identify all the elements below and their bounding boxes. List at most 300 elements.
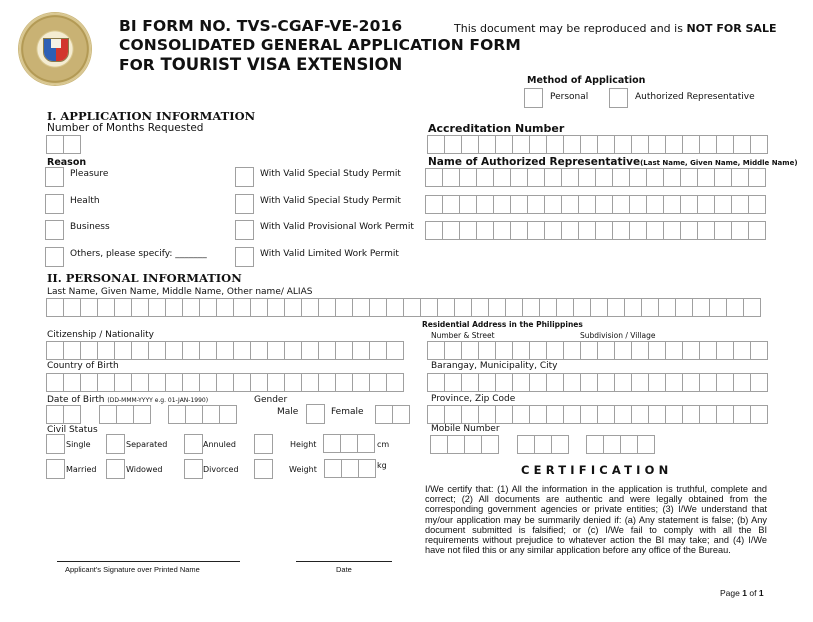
char-box[interactable]	[495, 135, 513, 154]
char-box[interactable]	[699, 373, 717, 392]
street-subdivision-input[interactable]	[427, 341, 767, 360]
date-signature-line[interactable]	[296, 561, 392, 562]
char-box[interactable]	[216, 341, 234, 360]
char-box[interactable]	[165, 373, 183, 392]
char-box[interactable]	[335, 341, 353, 360]
char-box[interactable]	[358, 459, 376, 478]
page-total: 1	[758, 588, 764, 598]
char-box[interactable]	[116, 405, 134, 424]
barangay-input[interactable]	[427, 373, 767, 392]
char-box[interactable]	[459, 195, 477, 214]
char-box[interactable]	[478, 135, 496, 154]
char-box[interactable]	[165, 341, 183, 360]
char-box[interactable]	[544, 168, 562, 187]
reason-business-checkbox[interactable]	[45, 220, 64, 240]
char-box[interactable]	[726, 298, 744, 317]
char-box[interactable]	[461, 135, 479, 154]
reason-limited-work-permit-checkbox[interactable]	[235, 247, 254, 267]
char-box[interactable]	[663, 221, 681, 240]
char-box[interactable]	[340, 434, 358, 453]
dob-year-input[interactable]	[168, 405, 236, 424]
char-box[interactable]	[335, 298, 353, 317]
char-box[interactable]	[478, 405, 496, 424]
months-requested-input[interactable]	[46, 135, 80, 154]
char-box[interactable]	[444, 373, 462, 392]
char-box[interactable]	[578, 221, 596, 240]
char-box[interactable]	[748, 168, 766, 187]
char-box[interactable]	[131, 341, 149, 360]
char-box[interactable]	[529, 405, 547, 424]
char-box[interactable]	[697, 221, 715, 240]
char-box[interactable]	[148, 373, 166, 392]
char-box[interactable]	[546, 405, 564, 424]
char-box[interactable]	[595, 221, 613, 240]
char-box[interactable]	[427, 341, 445, 360]
char-box[interactable]	[216, 298, 234, 317]
char-box[interactable]	[182, 341, 200, 360]
char-box[interactable]	[527, 195, 545, 214]
char-box[interactable]	[99, 405, 117, 424]
char-box[interactable]	[444, 341, 462, 360]
char-box[interactable]	[682, 135, 700, 154]
civil-annuled-checkbox[interactable]	[184, 434, 203, 454]
reason-provisional-work-permit-checkbox[interactable]	[235, 220, 254, 240]
method-personal-checkbox[interactable]	[524, 88, 543, 108]
char-box[interactable]	[716, 405, 734, 424]
char-box[interactable]	[461, 405, 479, 424]
char-box[interactable]	[546, 135, 564, 154]
char-box[interactable]	[461, 373, 479, 392]
char-box[interactable]	[578, 195, 596, 214]
authorized-rep-name-row-3[interactable]	[425, 221, 765, 240]
char-box[interactable]	[733, 405, 751, 424]
char-box[interactable]	[199, 373, 217, 392]
civil-divorced-checkbox[interactable]	[184, 459, 203, 479]
char-box[interactable]	[631, 373, 649, 392]
char-box[interactable]	[493, 221, 511, 240]
char-box[interactable]	[714, 168, 732, 187]
char-box[interactable]	[580, 135, 598, 154]
char-box[interactable]	[716, 341, 734, 360]
char-box[interactable]	[750, 373, 768, 392]
full-name-input[interactable]	[46, 298, 760, 317]
char-box[interactable]	[510, 195, 528, 214]
char-box[interactable]	[510, 168, 528, 187]
char-box[interactable]	[168, 405, 186, 424]
char-box[interactable]	[510, 221, 528, 240]
char-box[interactable]	[375, 405, 393, 424]
accreditation-number-input[interactable]	[427, 135, 767, 154]
char-box[interactable]	[352, 298, 370, 317]
char-box[interactable]	[595, 168, 613, 187]
authorized-rep-name-row-1[interactable]	[425, 168, 765, 187]
char-box[interactable]	[546, 373, 564, 392]
char-box[interactable]	[682, 341, 700, 360]
char-box[interactable]	[63, 298, 81, 317]
gender-female-checkbox[interactable]	[375, 405, 409, 424]
char-box[interactable]	[284, 298, 302, 317]
certification-text: I/We certify that: (1) All the information in the application is truthful, complete and correct; (2) All documents are authentic and were legally obtained from the corresponding government agencies or private entities; (3) I/We understand that my/our application may be summarily denied if: (a) Any statement is false; (b) Any document submitted is falsified; or (c) I/We fail to comply with all the BI requirements without prejudice to whatever action the BI may take; and (4) I/We have not filed this or any similar application before any office of the Bureau.	[425, 484, 767, 556]
mobile-end-input[interactable]	[586, 435, 654, 454]
char-box[interactable]	[648, 341, 666, 360]
char-box[interactable]	[202, 405, 220, 424]
char-box[interactable]	[324, 459, 342, 478]
country-of-birth-input[interactable]	[46, 373, 403, 392]
char-box[interactable]	[527, 168, 545, 187]
char-box[interactable]	[425, 195, 443, 214]
char-box[interactable]	[318, 373, 336, 392]
char-box[interactable]	[199, 341, 217, 360]
civil-single-checkbox[interactable]	[46, 434, 65, 454]
char-box[interactable]	[629, 195, 647, 214]
char-box[interactable]	[680, 168, 698, 187]
char-box[interactable]	[233, 298, 251, 317]
char-box[interactable]	[697, 168, 715, 187]
civil-married-checkbox[interactable]	[46, 459, 65, 479]
char-box[interactable]	[46, 298, 64, 317]
char-box[interactable]	[527, 221, 545, 240]
char-box[interactable]	[250, 341, 268, 360]
char-box[interactable]	[80, 341, 98, 360]
authorized-rep-name-row-2[interactable]	[425, 195, 765, 214]
char-box[interactable]	[682, 405, 700, 424]
char-box[interactable]	[743, 298, 761, 317]
civil-widowed-checkbox[interactable]	[106, 459, 125, 479]
char-box[interactable]	[430, 435, 448, 454]
reason-special-study-permit-checkbox[interactable]	[235, 167, 254, 187]
char-box[interactable]	[586, 435, 604, 454]
char-box[interactable]	[357, 434, 375, 453]
char-box[interactable]	[454, 298, 472, 317]
char-box[interactable]	[97, 341, 115, 360]
char-box[interactable]	[512, 135, 530, 154]
char-box[interactable]	[369, 341, 387, 360]
char-box[interactable]	[709, 298, 727, 317]
char-box[interactable]	[563, 373, 581, 392]
char-box[interactable]	[335, 373, 353, 392]
char-box[interactable]	[731, 195, 749, 214]
char-box[interactable]	[612, 195, 630, 214]
char-box[interactable]	[614, 373, 632, 392]
weight-input[interactable]	[324, 459, 375, 478]
char-box[interactable]	[637, 435, 655, 454]
char-box[interactable]	[597, 405, 615, 424]
dob-month-input[interactable]	[99, 405, 150, 424]
civil-other-2-checkbox[interactable]	[254, 459, 273, 479]
char-box[interactable]	[597, 135, 615, 154]
char-box[interactable]	[250, 298, 268, 317]
char-box[interactable]	[495, 405, 513, 424]
char-box[interactable]	[97, 373, 115, 392]
char-box[interactable]	[665, 135, 683, 154]
char-box[interactable]	[392, 405, 410, 424]
char-box[interactable]	[534, 435, 552, 454]
mobile-prefix-input[interactable]	[430, 435, 498, 454]
char-box[interactable]	[301, 298, 319, 317]
notice-text: This document may be reproduced and is	[454, 22, 683, 35]
char-box[interactable]	[529, 373, 547, 392]
char-box[interactable]	[495, 373, 513, 392]
char-box[interactable]	[733, 341, 751, 360]
char-box[interactable]	[590, 298, 608, 317]
char-box[interactable]	[352, 373, 370, 392]
char-box[interactable]	[199, 298, 217, 317]
char-box[interactable]	[442, 221, 460, 240]
char-box[interactable]	[318, 298, 336, 317]
char-box[interactable]	[648, 373, 666, 392]
char-box[interactable]	[597, 341, 615, 360]
char-box[interactable]	[471, 298, 489, 317]
char-box[interactable]	[578, 168, 596, 187]
char-box[interactable]	[442, 168, 460, 187]
char-box[interactable]	[80, 373, 98, 392]
char-box[interactable]	[522, 298, 540, 317]
char-box[interactable]	[629, 168, 647, 187]
char-box[interactable]	[505, 298, 523, 317]
char-box[interactable]	[663, 195, 681, 214]
char-box[interactable]	[478, 341, 496, 360]
char-box[interactable]	[682, 373, 700, 392]
char-box[interactable]	[556, 298, 574, 317]
char-box[interactable]	[714, 195, 732, 214]
char-box[interactable]	[692, 298, 710, 317]
char-box[interactable]	[459, 221, 477, 240]
accreditation-number-label: Accreditation Number	[428, 122, 565, 135]
char-box[interactable]	[544, 221, 562, 240]
char-box[interactable]	[631, 341, 649, 360]
gender-male-checkbox[interactable]	[306, 404, 325, 424]
char-box[interactable]	[63, 341, 81, 360]
char-box[interactable]	[386, 341, 404, 360]
char-box[interactable]	[580, 341, 598, 360]
char-box[interactable]	[447, 435, 465, 454]
char-box[interactable]	[665, 405, 683, 424]
char-box[interactable]	[476, 221, 494, 240]
char-box[interactable]	[488, 298, 506, 317]
char-box[interactable]	[595, 195, 613, 214]
char-box[interactable]	[544, 195, 562, 214]
char-box[interactable]	[561, 195, 579, 214]
char-box[interactable]	[318, 341, 336, 360]
char-box[interactable]	[233, 373, 251, 392]
char-box[interactable]	[748, 195, 766, 214]
char-box[interactable]	[648, 405, 666, 424]
dob-day-input[interactable]	[46, 405, 80, 424]
char-box[interactable]	[580, 405, 598, 424]
char-box[interactable]	[631, 135, 649, 154]
char-box[interactable]	[216, 373, 234, 392]
char-box[interactable]	[267, 341, 285, 360]
char-box[interactable]	[750, 405, 768, 424]
char-box[interactable]	[369, 373, 387, 392]
char-box[interactable]	[750, 135, 768, 154]
char-box[interactable]	[733, 373, 751, 392]
reason-health-checkbox[interactable]	[45, 194, 64, 214]
char-box[interactable]	[612, 221, 630, 240]
char-box[interactable]	[481, 435, 499, 454]
char-box[interactable]	[716, 135, 734, 154]
char-box[interactable]	[114, 298, 132, 317]
char-box[interactable]	[731, 221, 749, 240]
char-box[interactable]	[386, 298, 404, 317]
char-box[interactable]	[284, 341, 302, 360]
char-box[interactable]	[461, 341, 479, 360]
char-box[interactable]	[665, 341, 683, 360]
char-box[interactable]	[733, 135, 751, 154]
char-box[interactable]	[663, 168, 681, 187]
char-box[interactable]	[301, 373, 319, 392]
reason-others-checkbox[interactable]	[45, 247, 64, 267]
char-box[interactable]	[425, 221, 443, 240]
char-box[interactable]	[716, 373, 734, 392]
char-box[interactable]	[427, 405, 445, 424]
char-box[interactable]	[680, 195, 698, 214]
char-box[interactable]	[267, 373, 285, 392]
char-box[interactable]	[614, 405, 632, 424]
seal-shield-icon	[43, 38, 69, 62]
char-box[interactable]	[427, 373, 445, 392]
char-box[interactable]	[614, 341, 632, 360]
char-box[interactable]	[464, 435, 482, 454]
char-box[interactable]	[182, 373, 200, 392]
char-box[interactable]	[603, 435, 621, 454]
char-box[interactable]	[493, 168, 511, 187]
char-box[interactable]	[114, 373, 132, 392]
char-box[interactable]	[546, 341, 564, 360]
barangay-label: Barangay, Municipality, City	[431, 361, 558, 371]
char-box[interactable]	[284, 373, 302, 392]
char-box[interactable]	[165, 298, 183, 317]
char-box[interactable]	[624, 298, 642, 317]
char-box[interactable]	[478, 373, 496, 392]
char-box[interactable]	[675, 298, 693, 317]
char-box[interactable]	[714, 221, 732, 240]
civil-separated-checkbox[interactable]	[106, 434, 125, 454]
char-box[interactable]	[680, 221, 698, 240]
char-box[interactable]	[46, 373, 64, 392]
char-box[interactable]	[631, 405, 649, 424]
char-box[interactable]	[185, 405, 203, 424]
citizenship-input[interactable]	[46, 341, 403, 360]
char-box[interactable]	[131, 373, 149, 392]
char-box[interactable]	[476, 195, 494, 214]
char-box[interactable]	[131, 298, 149, 317]
char-box[interactable]	[442, 195, 460, 214]
char-box[interactable]	[580, 373, 598, 392]
applicant-signature-line[interactable]	[57, 561, 240, 562]
char-box[interactable]	[629, 221, 647, 240]
char-box[interactable]	[641, 298, 659, 317]
char-box[interactable]	[697, 195, 715, 214]
char-box[interactable]	[133, 405, 151, 424]
char-box[interactable]	[420, 298, 438, 317]
char-box[interactable]	[341, 459, 359, 478]
char-box[interactable]	[63, 373, 81, 392]
char-box[interactable]	[646, 168, 664, 187]
char-box[interactable]	[476, 168, 494, 187]
page-prefix: Page	[720, 588, 740, 598]
mobile-mid-input[interactable]	[517, 435, 568, 454]
char-box[interactable]	[561, 221, 579, 240]
char-box[interactable]	[665, 373, 683, 392]
height-input[interactable]	[323, 434, 374, 453]
char-box[interactable]	[563, 135, 581, 154]
char-box[interactable]	[512, 341, 530, 360]
char-box[interactable]	[551, 435, 569, 454]
char-box[interactable]	[646, 195, 664, 214]
char-box[interactable]	[369, 298, 387, 317]
char-box[interactable]	[563, 341, 581, 360]
char-box[interactable]	[648, 135, 666, 154]
char-box[interactable]	[597, 373, 615, 392]
char-box[interactable]	[459, 168, 477, 187]
char-box[interactable]	[561, 168, 579, 187]
char-box[interactable]	[699, 135, 717, 154]
reason-pleasure-checkbox[interactable]	[45, 167, 64, 187]
char-box[interactable]	[46, 341, 64, 360]
char-box[interactable]	[614, 135, 632, 154]
char-box[interactable]	[437, 298, 455, 317]
char-box[interactable]	[425, 168, 443, 187]
char-box[interactable]	[267, 298, 285, 317]
char-box[interactable]	[563, 405, 581, 424]
char-box[interactable]	[607, 298, 625, 317]
char-box[interactable]	[323, 434, 341, 453]
method-authorized-rep-checkbox[interactable]	[609, 88, 628, 108]
char-box[interactable]	[63, 405, 81, 424]
char-box[interactable]	[573, 298, 591, 317]
char-box[interactable]	[529, 341, 547, 360]
char-box[interactable]	[646, 221, 664, 240]
char-box[interactable]	[233, 341, 251, 360]
char-box[interactable]	[699, 405, 717, 424]
char-box[interactable]	[517, 435, 535, 454]
char-box[interactable]	[352, 341, 370, 360]
char-box[interactable]	[748, 221, 766, 240]
char-box[interactable]	[539, 298, 557, 317]
char-box[interactable]	[620, 435, 638, 454]
char-box[interactable]	[444, 135, 462, 154]
char-box[interactable]	[403, 298, 421, 317]
char-box[interactable]	[148, 341, 166, 360]
char-box[interactable]	[114, 341, 132, 360]
char-box[interactable]	[699, 341, 717, 360]
char-box[interactable]	[80, 298, 98, 317]
char-box[interactable]	[219, 405, 237, 424]
province-zip-input[interactable]	[427, 405, 767, 424]
char-box[interactable]	[731, 168, 749, 187]
char-box[interactable]	[301, 341, 319, 360]
char-box[interactable]	[427, 135, 445, 154]
char-box[interactable]	[658, 298, 676, 317]
char-box[interactable]	[148, 298, 166, 317]
char-box[interactable]	[444, 405, 462, 424]
civil-other-1-checkbox[interactable]	[254, 434, 273, 454]
char-box[interactable]	[97, 298, 115, 317]
char-box[interactable]	[182, 298, 200, 317]
char-box[interactable]	[612, 168, 630, 187]
char-box[interactable]	[46, 405, 64, 424]
char-box[interactable]	[529, 135, 547, 154]
char-box[interactable]	[512, 373, 530, 392]
char-box[interactable]	[386, 373, 404, 392]
char-box[interactable]	[250, 373, 268, 392]
reason-special-study-permit-2-checkbox[interactable]	[235, 194, 254, 214]
char-box[interactable]	[495, 341, 513, 360]
char-box[interactable]	[493, 195, 511, 214]
char-box[interactable]	[512, 405, 530, 424]
char-box[interactable]	[750, 341, 768, 360]
